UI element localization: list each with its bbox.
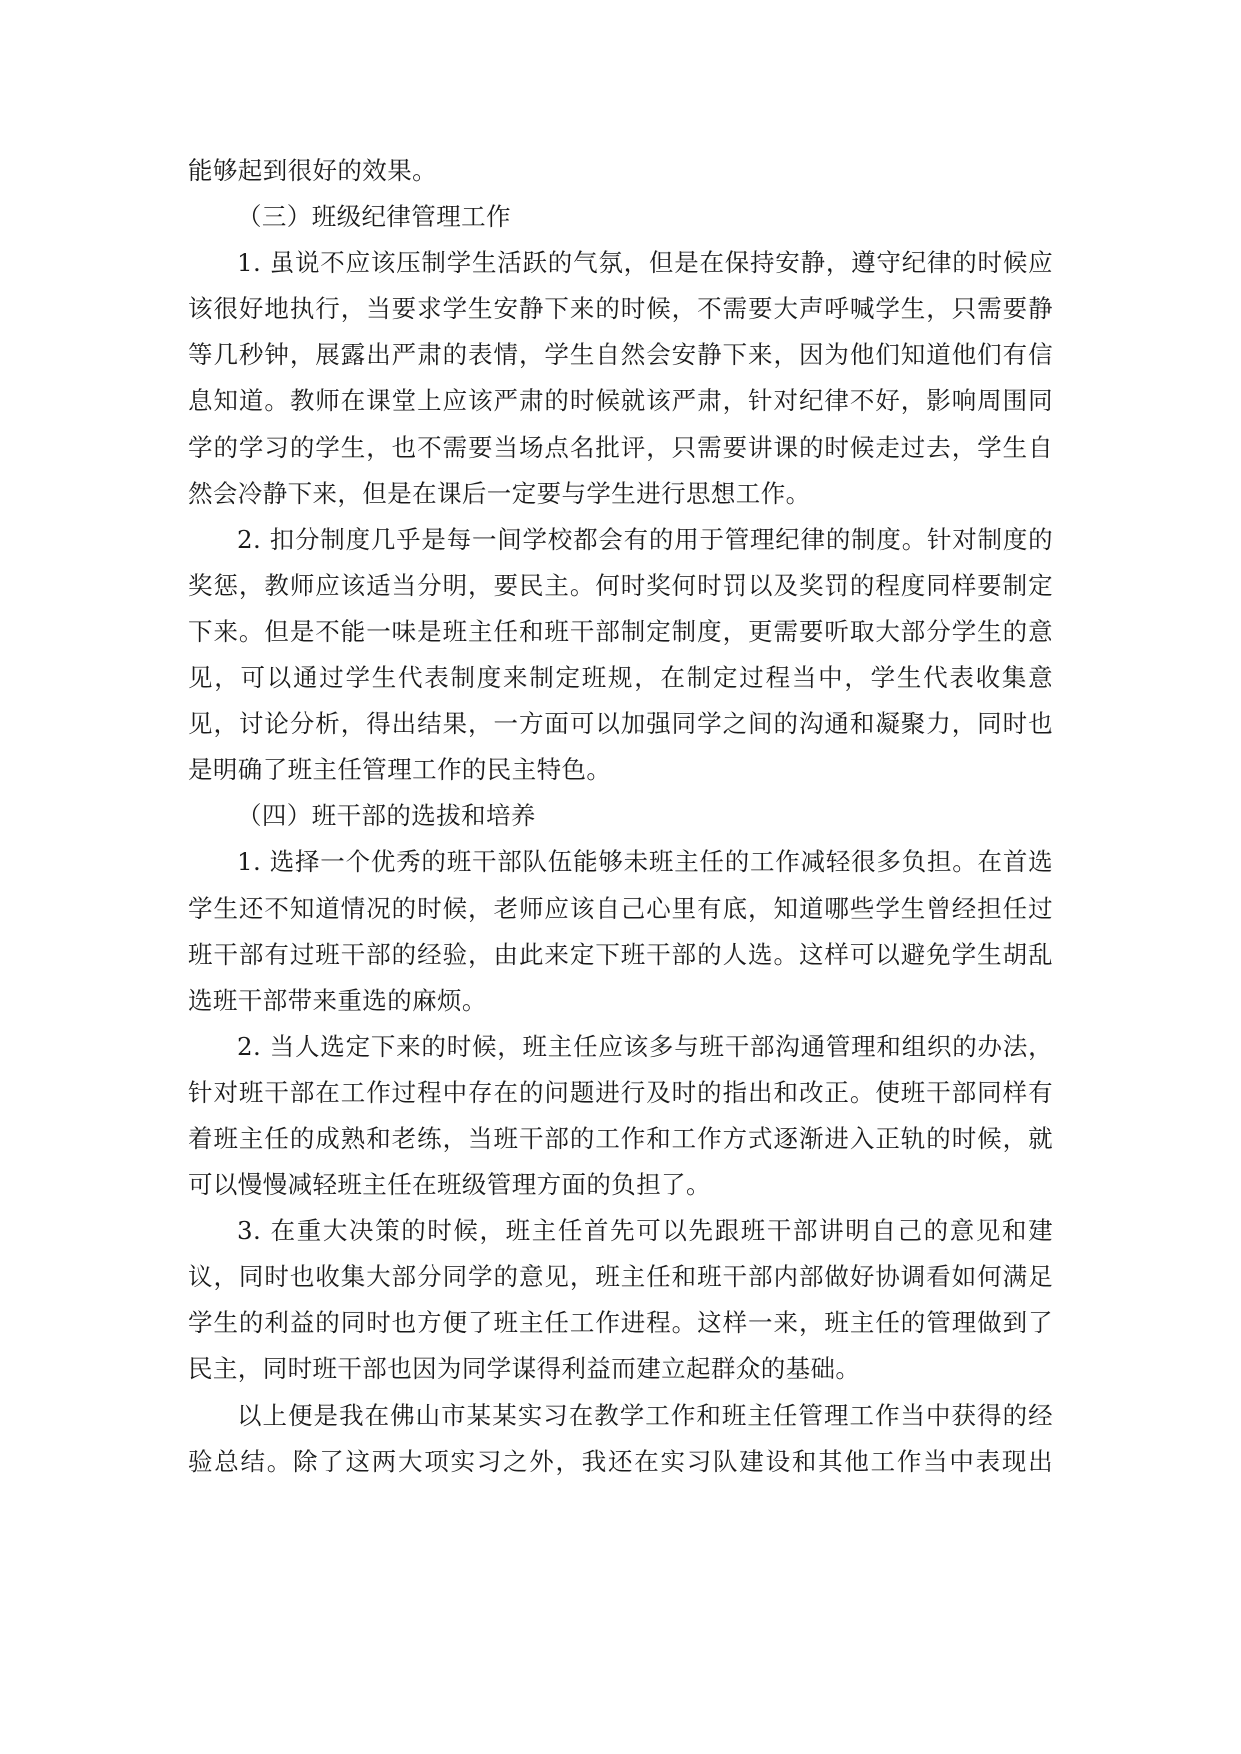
paragraph [188, 1393, 1053, 1485]
paragraph [188, 839, 1053, 1023]
text-line: 班干部有过班干部的经验，由此来定下班干部的人选。这样可以避免学生胡乱 [188, 939, 1053, 969]
text-line: 学生的利益的同时也方便了班主任工作进程。这样一来，班主任的管理做到了 [188, 1308, 1053, 1338]
text-line: 着班主任的成熟和老练，当班干部的工作和工作方式逐渐进入正轨的时候，就 [188, 1123, 1053, 1153]
text-line: 议，同时也收集大部分同学的意见，班主任和班干部内部做好协调看如何满足 [188, 1262, 1053, 1292]
text-line: 然会冷静下来，但是在课后一定要与学生进行思想工作。 [188, 478, 811, 508]
paragraph [188, 1208, 1053, 1392]
text-line: 下来。但是不能一味是班主任和班干部制定制度，更需要听取大部分学生的意 [188, 616, 1053, 646]
text-line: 该很好地执行，当要求学生安静下来的时候，不需要大声呼喊学生，只需要静 [188, 294, 1053, 324]
paragraph [188, 1024, 1053, 1208]
document-body [188, 148, 1053, 1485]
text-line: 见，讨论分析，得出结果，一方面可以加强同学之间的沟通和凝聚力，同时也 [188, 709, 1053, 739]
text-line: （三）班级纪律管理工作 [237, 202, 511, 232]
text-line: 3. 在重大决策的时候，班主任首先可以先跟班干部讲明自己的意见和建 [237, 1216, 1053, 1246]
text-line: 2. 扣分制度几乎是每一间学校都会有的用于管理纪律的制度。针对制度的 [237, 524, 1053, 554]
text-line: 选班干部带来重选的麻烦。 [188, 985, 487, 1015]
text-line: 能够起到很好的效果。 [188, 156, 437, 185]
text-line: 学的学习的学生，也不需要当场点名批评，只需要讲课的时候走过去，学生自 [188, 432, 1053, 462]
text-line: 以上便是我在佛山市某某实习在教学工作和班主任管理工作当中获得的经 [237, 1400, 1053, 1430]
text-line: 1. 选择一个优秀的班干部队伍能够未班主任的工作减轻很多负担。在首选 [237, 847, 1053, 877]
text-line: 2. 当人选定下来的时候，班主任应该多与班干部沟通管理和组织的办法， [237, 1031, 1053, 1061]
text-line: 学生还不知道情况的时候，老师应该自己心里有底，知道哪些学生曾经担任过 [188, 893, 1053, 923]
text-line: 民主，同时班干部也因为同学谋得利益而建立起群众的基础。 [188, 1354, 861, 1384]
paragraph [188, 240, 1053, 517]
text-line: 等几秒钟，展露出严肃的表情，学生自然会安静下来，因为他们知道他们有信 [188, 340, 1053, 370]
text-line: 针对班干部在工作过程中存在的问题进行及时的指出和改正。使班干部同样有 [188, 1077, 1053, 1107]
paragraph [188, 793, 1053, 839]
paragraph [188, 517, 1053, 794]
text-line: （四）班干部的选拔和培养 [237, 801, 536, 831]
text-line: 息知道。教师在课堂上应该严肃的时候就该严肃，针对纪律不好，影响周围同 [188, 386, 1053, 416]
text-line: 奖惩，教师应该适当分明，要民主。何时奖何时罚以及奖罚的程度同样要制定 [188, 570, 1053, 600]
text-line: 见，可以通过学生代表制度来制定班规，在制定过程当中，学生代表收集意 [188, 663, 1053, 693]
text-line: 是明确了班主任管理工作的民主特色。 [188, 755, 612, 785]
paragraph [188, 194, 1053, 240]
text-line: 可以慢慢减轻班主任在班级管理方面的负担了。 [188, 1170, 711, 1200]
text-line: 1. 虽说不应该压制学生活跃的气氛，但是在保持安静，遵守纪律的时候应 [237, 248, 1053, 278]
text-line: 验总结。除了这两大项实习之外，我还在实习队建设和其他工作当中表现出 [188, 1446, 1053, 1476]
paragraph [188, 148, 1053, 194]
